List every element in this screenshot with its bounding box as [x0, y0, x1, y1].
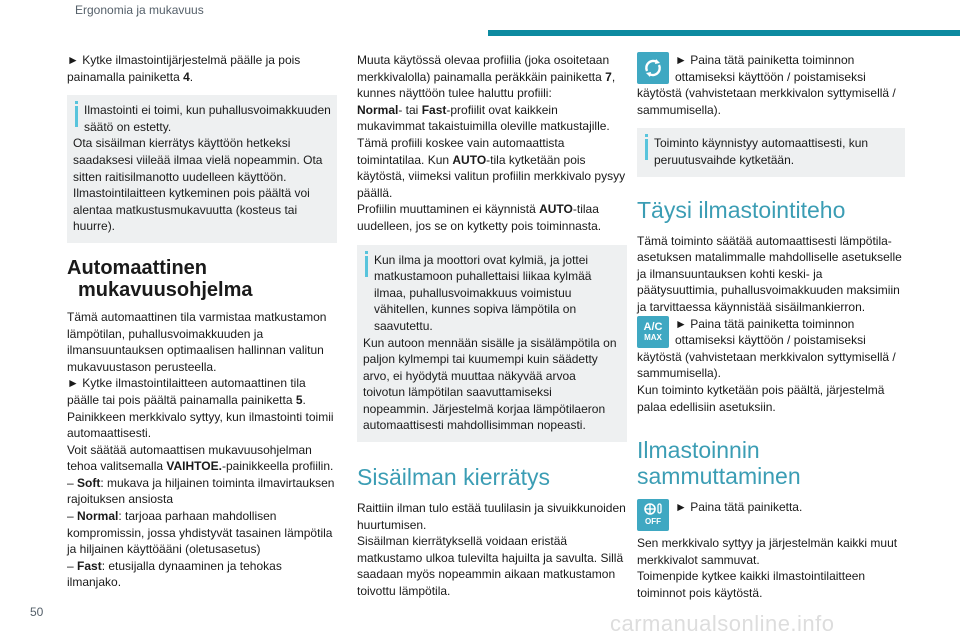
paragraph: Normal- tai Fast-profiilit ovat kaikkein mukavimmat takaistuimilla oleville matkustajille. [357, 102, 610, 134]
ac-off-icon: OFF [637, 499, 669, 531]
column-1 [67, 52, 337, 591]
paragraph: Kun toiminto kytketään pois päältä, järjestelmä palaa edellisiin asetuksiin. [637, 382, 885, 414]
recirculation-icon [637, 52, 669, 84]
section-heading: Ilmastoinnin sammuttaminen [637, 437, 801, 490]
ac-off-block [637, 499, 905, 527]
chapter-title: Ergonomia ja mukavuus [75, 3, 204, 17]
list-item: – Normal: tarjoaa parhaan mahdollisen kompromissin, jossa yhdistyvät tasainen lämpötila ja hiljainen käyttöääni (oletusasetus) [67, 509, 333, 557]
info-box [67, 95, 337, 243]
ac-max-icon: A/C MAX [637, 316, 669, 348]
paragraph: Tämä automaattinen tila varmistaa matkustamon lämpötilan, puhallusvoimakkuuden ja ilmansuuntauksen optimaalisen hallinnan valitun mukavuustason perusteella. [67, 309, 327, 374]
info-text: Kun autoon mennään sisälle ja sisälämpötila on paljon kylmempi tai kuumempi kuin säädetty arvo, ei hyödytä muuttaa näkyvää arvoa toivotun lämpötilan saavuttamiseksi nopeammin. Järjestelmä korjaa lämpötilaeron automaattisesti mahdollisimman nopeasti. [363, 335, 617, 433]
list-item: – Fast: etusijalla dynaaminen ja tehokas ilmanjako. [67, 558, 282, 590]
paragraph: Sen merkkivalo syttyy ja järjestelmän kaikki muut merkkivalot sammuvat. [637, 536, 898, 567]
column-2 [357, 52, 627, 600]
list-item: – Soft: mukava ja hiljainen toiminta ilmavirtauksen rajoituksen ansiosta [67, 475, 335, 507]
paragraph: ► Paina tätä painiketta toiminnon ottamiseksi käyttöön / poistamiseksi käytöstä (vahvistetaan merkkivalon syttymisellä / sammumisella). [637, 53, 896, 117]
info-text: Ilmastointi ei toimi, kun puhallusvoimakkuuden säätö on estetty. [84, 103, 331, 134]
info-text: Ota sisäilman kierrätys käyttöön hetkeksi saadaksesi viileää ilmaa vielä nopeammin. Ota sitten raitisilmanotto uudelleen käyttöön. Ilmastointilaitteen kytkeminen pois päältä voi alentaa matkustusmukavuutta (kosteus tai huurre). [73, 136, 323, 234]
paragraph: Toimenpide kytkee kaikki ilmastointilaitteen toiminnot pois käytöstä. [637, 569, 866, 600]
paragraph: Voit säätää automaattisen mukavuusohjelman tehoa valitsemalla VAIHTOE.-painikkeella profiilin. [67, 442, 334, 474]
info-icon [365, 256, 368, 277]
section-heading: Automaattinen mukavuusohjelma [67, 256, 253, 301]
info-icon [75, 106, 78, 127]
ac-max-block [637, 316, 905, 382]
section-heading: Täysi ilmastointiteho [637, 196, 846, 223]
info-text: Kun ilma ja moottori ovat kylmiä, ja jottei matkustamoon puhallettaisi liikaa kylmää ilmaa, puhallusvoimakkuus voimistuu vähitellen, kunnes sopiva lämpötila on saavutettu. [374, 252, 592, 333]
section-heading: Sisäilman kierrätys [357, 464, 550, 491]
paragraph: Tämä profiili koskee vain automaattista toimintatilaa. Kun AUTO-tila kytketään pois käytöstä, viimeksi valitun profiilin merkkivalo pysyy päällä. [357, 135, 626, 200]
recirculation-block [637, 52, 905, 118]
info-box [637, 128, 905, 176]
info-icon [645, 139, 648, 160]
paragraph: ► Paina tätä painiketta. [675, 500, 803, 515]
paragraph: Raittiin ilman tulo estää tuulilasin ja sivuikkunoiden huurtumisen. [357, 501, 626, 532]
watermark: carmanualsonline.info [610, 611, 835, 636]
info-text: Toiminto käynnistyy automaattisesti, kun peruutusvaihde kytketään. [654, 136, 869, 167]
paragraph: ► Kytke ilmastointilaitteen automaattinen tila päälle tai pois päältä painamalla painiketta 5. [67, 376, 306, 407]
paragraph: ► Kytke ilmastointijärjestelmä päälle ja pois painamalla painiketta 4. [67, 53, 301, 84]
paragraph: Painikkeen merkkivalo syttyy, kun ilmastointi toimii automaattisesti. [67, 409, 334, 441]
paragraph: Sisäilman kierrätyksellä voidaan eristää matkustamo ulkoa tulevilta hajuilta ja savulta. Sillä saadaan myös nopeammin aikaan matkustamon toivottu lämpötila. [357, 534, 624, 599]
paragraph: ► Paina tätä painiketta toiminnon ottamiseksi käyttöön / poistamiseksi käytöstä (vahvistetaan merkkivalon syttymisellä / sammumisella). [637, 316, 896, 381]
page-number: 50 [30, 605, 44, 619]
column-3 [637, 52, 905, 601]
header-accent-bar [488, 30, 960, 36]
paragraph: Muuta käytössä olevaa profiilia (joka osoitetaan merkkivalolla) painamalla peräkkäin painiketta 7, kunnes näyttöön tulee haluttu profiili: [357, 53, 616, 101]
info-box [357, 245, 627, 443]
paragraph: Tämä toiminto säätää automaattisesti lämpötila-asetuksen matalimmalle mahdolliselle asetukselle ja ilmansuuntauksen kohti keski- ja päätysuuttimia, puhallusvoimakkuuden maksimiin ja tarvittaessa käynnistää sisäilmankierron. [637, 233, 902, 314]
paragraph: Profiilin muuttaminen ei käynnistä AUTO-tilaa uudelleen, jos se on kytketty pois toiminnasta. [357, 202, 602, 233]
